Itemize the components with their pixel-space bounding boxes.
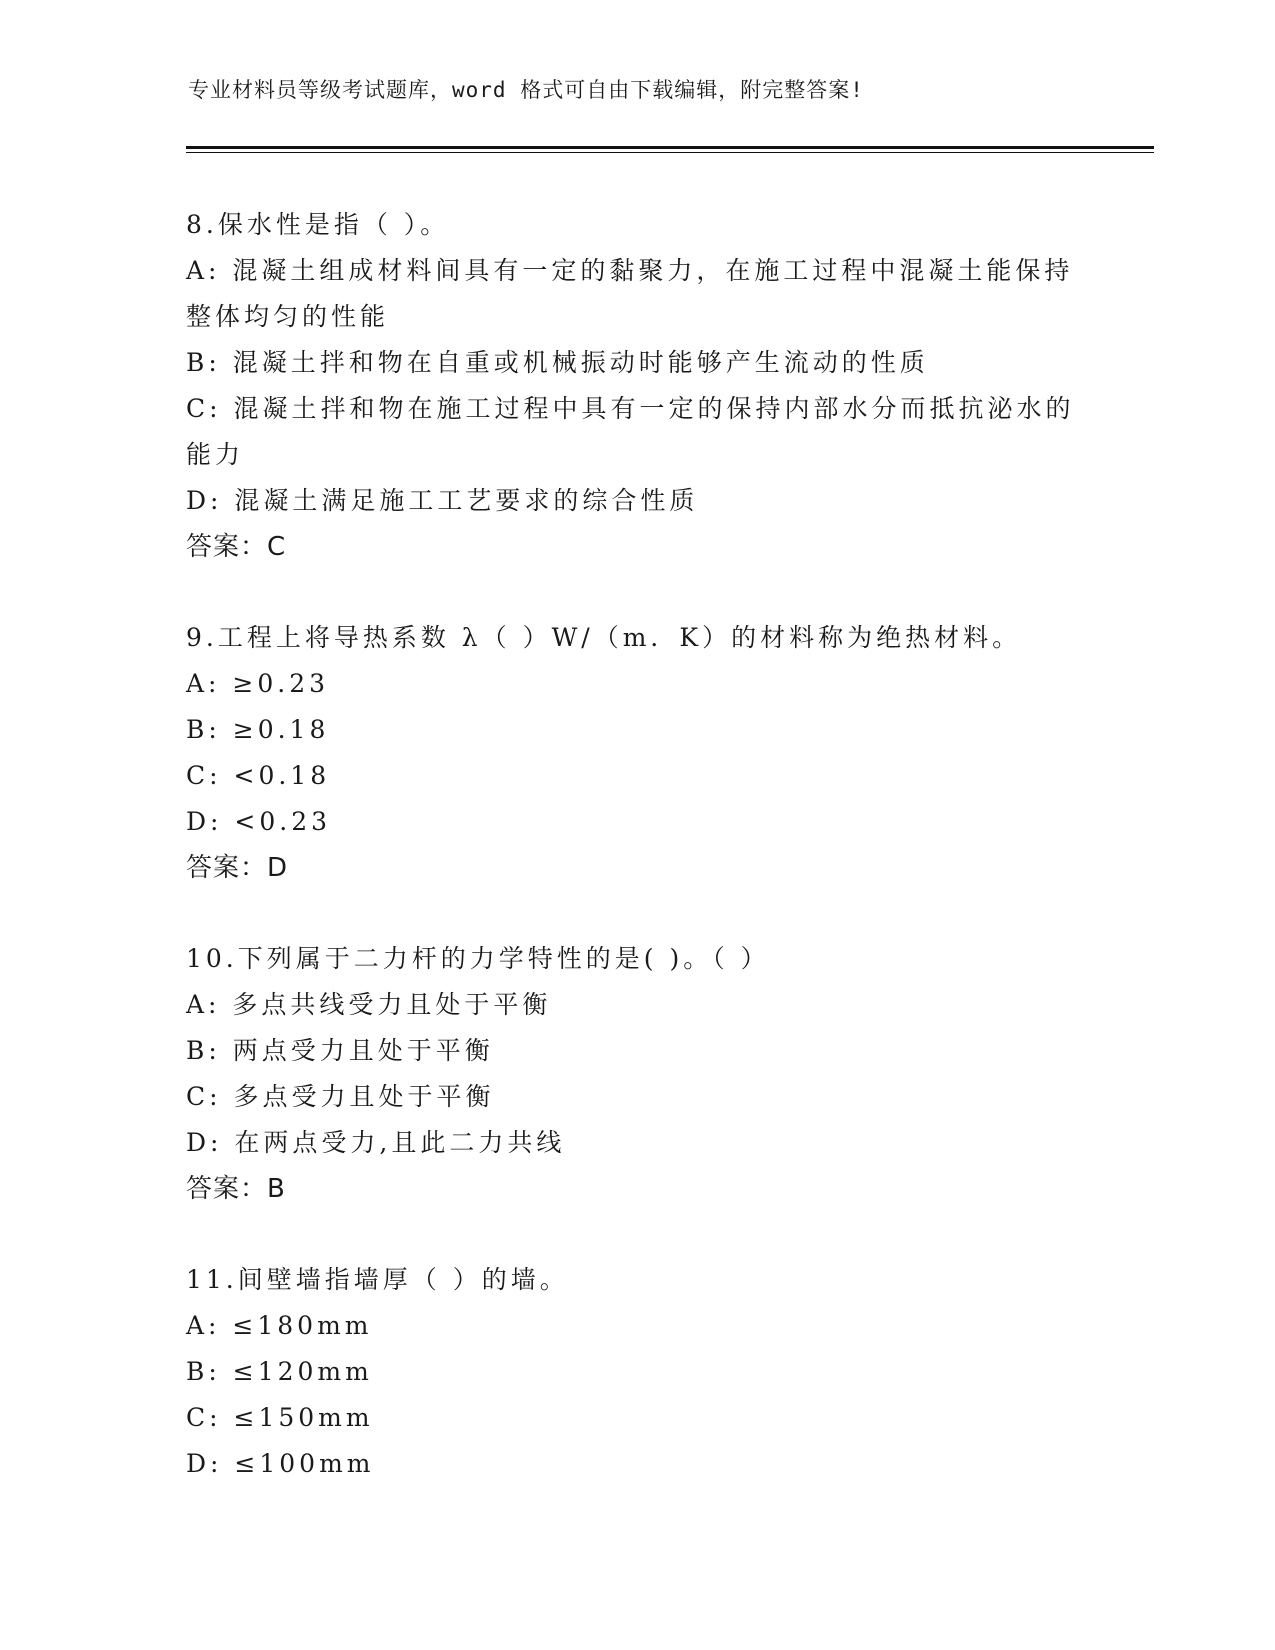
- header-rule-thin: [186, 152, 1154, 153]
- question-stem: 11.间壁墙指墙厚（ ）的墙。: [186, 1265, 569, 1294]
- option-d: D: <0.23: [186, 807, 332, 836]
- answer-line: 答案：D: [186, 853, 289, 883]
- question-list: [186, 202, 1086, 1532]
- option-a: A: ≤180mm: [186, 1311, 373, 1340]
- option-a: A: 多点共线受力且处于平衡: [186, 990, 552, 1019]
- answer-line: 答案：B: [186, 1174, 286, 1204]
- option-c: C: 多点受力且处于平衡: [186, 1082, 495, 1111]
- header-rule-thick: [186, 146, 1154, 149]
- answer-line: 答案：C: [186, 532, 287, 562]
- question-8: [186, 202, 1086, 570]
- option-b: B: 混凝土拌和物在自重或机械振动时能够产生流动的性质: [186, 348, 929, 377]
- option-b: B: ≤120mm: [186, 1357, 373, 1386]
- option-d: D: ≤100mm: [186, 1449, 375, 1478]
- question-9: [186, 615, 1086, 891]
- option-d: D: 混凝土满足施工工艺要求的综合性质: [186, 486, 699, 515]
- question-10: [186, 936, 1086, 1212]
- option-a: A: 混凝土组成材料间具有一定的黏聚力，在施工过程中混凝土能保持整体均匀的性能: [186, 256, 1074, 331]
- question-11: [186, 1257, 1086, 1487]
- question-stem: 10.下列属于二力杆的力学特性的是( )。（ ）: [186, 944, 770, 973]
- option-c: C: <0.18: [186, 761, 331, 790]
- page-header-text: 专业材料员等级考试题库，word 格式可自由下载编辑，附完整答案!: [188, 78, 864, 102]
- option-b: B: ≥0.18: [186, 715, 330, 744]
- question-stem: 9.工程上将导热系数 λ（ ）W/（m．K）的材料称为绝热材料。: [186, 623, 1022, 652]
- question-stem: 8.保水性是指（ ）。: [186, 210, 450, 239]
- option-a: A: ≥0.23: [186, 669, 330, 698]
- option-b: B: 两点受力且处于平衡: [186, 1036, 494, 1065]
- option-c: C: 混凝土拌和物在施工过程中具有一定的保持内部水分而抵抗泌水的能力: [186, 394, 1075, 469]
- option-c: C: ≤150mm: [186, 1403, 374, 1432]
- option-d: D: 在两点受力,且此二力共线: [186, 1128, 566, 1157]
